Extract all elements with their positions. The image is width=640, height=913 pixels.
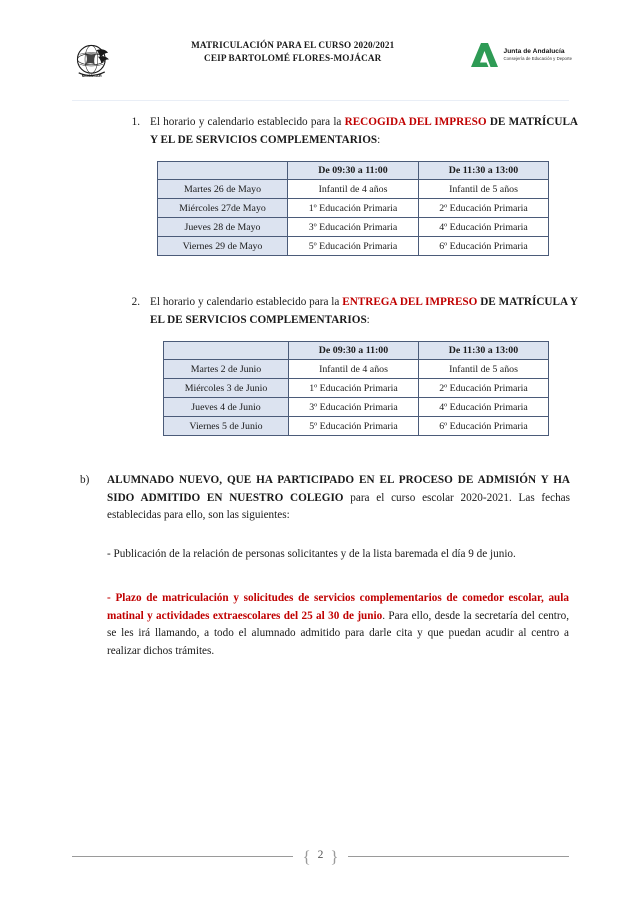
footer-page-number: 2 [317, 849, 324, 862]
item-2-number: 2. [131, 296, 140, 308]
bullet-2-rest: . Para ello, desde la secretaría del centro, se les irá llamando, a todo el alumnado admitido para darle cita y que puedan acudir al centro a realizar dichos trámites. [107, 609, 570, 657]
table-row [164, 379, 549, 398]
table1-r2-c2: 4º Educación Primaria [419, 218, 549, 237]
table-row [158, 199, 549, 218]
table1-header-2: De 11:30 a 13:00 [419, 162, 549, 180]
schedule-table-recogida [157, 161, 549, 256]
table2-r0-c2: Infantil de 5 años [419, 360, 549, 379]
svg-text:MOJÁCAR: MOJÁCAR [81, 72, 102, 78]
numbered-item-2 [118, 294, 578, 329]
junta-de-andalucia-logo [470, 36, 573, 68]
junta-main-label: Junta de Andalucía [503, 48, 565, 56]
footer-brace-left: { [302, 846, 311, 866]
footer-line-left [72, 856, 293, 857]
item-1-number: 1. [131, 116, 140, 128]
bullet-1-text: - Publicación de la relación de personas solicitantes y de la lista baremada el día 9 de junio. [107, 548, 516, 560]
table-row [158, 218, 549, 237]
table2-r1-c0: Miércoles 3 de Junio [164, 379, 289, 398]
table1-r0-c0: Martes 26 de Mayo [158, 180, 288, 199]
table2-r2-c0: Jueves 4 de Junio [164, 398, 289, 417]
table1-r1-c1: 1º Educación Primaria [288, 199, 419, 218]
junta-lambda-icon [470, 42, 499, 68]
header-title-line-2: CEIP BARTOLOMÉ FLORES-MOJÁCAR [204, 53, 382, 63]
item-b-normal-text: para el curso escolar 2020-2021. Las fechas establecidas para ello, son las siguientes: [107, 491, 571, 522]
item-2-text-before: El horario y calendario establecido para la [150, 296, 343, 308]
schedule-table-entrega [163, 341, 549, 436]
bullet-2-dash: - [107, 592, 116, 604]
school-logo-icon [72, 40, 114, 82]
table1-r0-c2: Infantil de 5 años [419, 180, 549, 199]
item-b-body [107, 472, 570, 525]
table-header-row [164, 342, 549, 360]
table1-header-0 [158, 162, 288, 180]
table1-r0-c1: Infantil de 4 años [288, 180, 419, 199]
table1-header-1: De 09:30 a 11:00 [288, 162, 419, 180]
footer-brace-right: } [330, 846, 339, 866]
table2-r0-c1: Infantil de 4 años [289, 360, 419, 379]
table2-r1-c2: 2º Educación Primaria [419, 379, 549, 398]
item-1-text-before: El horario y calendario establecido para la [150, 116, 345, 128]
table-row [158, 180, 549, 199]
item-2-colon: : [366, 313, 370, 326]
footer-line-right [348, 856, 569, 857]
table1-r1-c0: Miércoles 27de Mayo [158, 199, 288, 218]
table2-r3-c0: Viernes 5 de Junio [164, 417, 289, 436]
page-footer [72, 845, 569, 867]
table-row [164, 417, 549, 436]
table-row [164, 360, 549, 379]
item-b-letter: b) [80, 474, 90, 486]
table-header-row [158, 162, 549, 180]
table2-r2-c1: 3º Educación Primaria [289, 398, 419, 417]
table2-header-1: De 09:30 a 11:00 [289, 342, 419, 360]
table2-r2-c2: 4º Educación Primaria [419, 398, 549, 417]
table-row [164, 398, 549, 417]
header-divider [72, 100, 569, 101]
bullet-plazo-matriculacion [107, 590, 569, 660]
lettered-item-b [80, 472, 570, 525]
item-2-body [150, 294, 578, 329]
table2-r3-c2: 6º Educación Primaria [419, 417, 549, 436]
table1-r1-c2: 2º Educación Primaria [419, 199, 549, 218]
table2-r1-c1: 1º Educación Primaria [289, 379, 419, 398]
document-header [72, 36, 572, 92]
table2-header-0 [164, 342, 289, 360]
bullet-publicacion [107, 546, 569, 564]
item-1-highlight: RECOGIDA DEL IMPRESO [344, 116, 487, 128]
table1-r3-c0: Viernes 29 de Mayo [158, 237, 288, 256]
table1-r3-c2: 6º Educación Primaria [419, 237, 549, 256]
table1-r2-c1: 3º Educación Primaria [288, 218, 419, 237]
bullet-2-red-bold: Plazo de matriculación y solicitudes de servicios complementarios de comedor escolar, aula matinal y actividades extraescolares del 25 al 30 de junio [107, 592, 569, 622]
table-row [158, 237, 549, 256]
item-b-bold-text: ALUMNADO NUEVO, QUE HA PARTICIPADO EN EL PROCESO DE ADMISIÓN Y HA SIDO ADMITIDO EN NUESTRO COLEGIO [107, 474, 570, 504]
item-2-highlight: ENTREGA DEL IMPRESO [342, 296, 478, 308]
table1-r2-c0: Jueves 28 de Mayo [158, 218, 288, 237]
item-2-bold-tail: DE MATRÍCULA Y EL DE SERVICIOS COMPLEMENTARIOS [150, 296, 578, 326]
junta-text-block [504, 48, 573, 62]
table2-r0-c0: Martes 2 de Junio [164, 360, 289, 379]
header-title-line-1: MATRICULACIÓN PARA EL CURSO 2020/2021 [191, 40, 395, 50]
numbered-item-1 [118, 114, 578, 149]
table2-header-2: De 11:30 a 13:00 [419, 342, 549, 360]
page-number-group [293, 848, 347, 865]
item-1-colon: : [377, 133, 381, 146]
item-1-body [150, 114, 578, 149]
junta-sub-label: Consejería de Educación y Deporte [503, 55, 572, 61]
table1-r3-c1: 5º Educación Primaria [288, 237, 419, 256]
table2-r3-c1: 5º Educación Primaria [289, 417, 419, 436]
header-title-block [114, 36, 466, 65]
item-1-bold-tail: DE MATRÍCULA Y EL DE SERVICIOS COMPLEMENTARIOS [150, 116, 578, 146]
